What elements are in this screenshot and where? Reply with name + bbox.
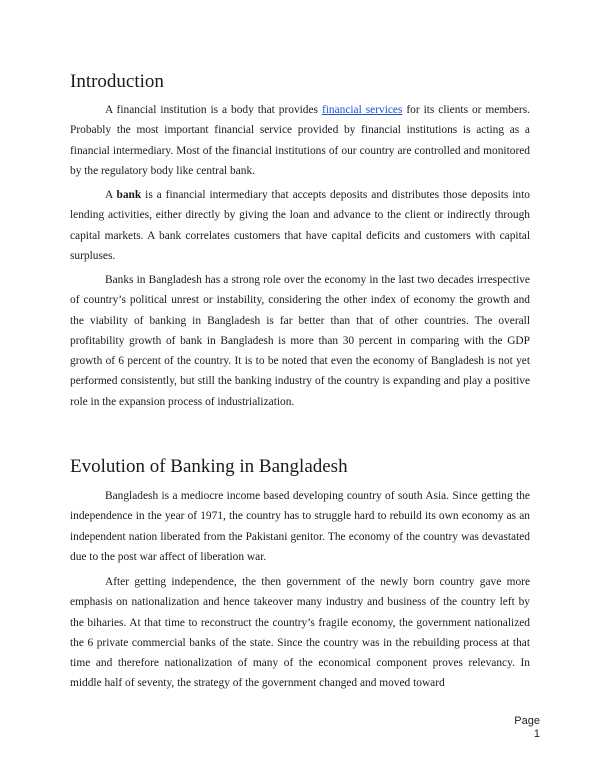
paragraph-text: A financial institution is a body that provides <box>105 104 322 116</box>
paragraph-after-independence: After getting independence, the then government of the newly born country gave more emphasis on nationalization and hence takeover many industry and business of the country left by the biharies. At that time to reconstruct the country’s fragile economy, the government nationalized the 6 private commercial banks of the state. Since the country was in the rebuilding process at that time and therefore nationalization of many of the economical component proves relevancy. In middle half of seventy, the strategy of the government changed and moved toward <box>70 576 530 690</box>
paragraph-banks-in-bangladesh: Banks in Bangladesh has a strong role over the economy in the last two decades irrespective of country’s political unrest or instability, considering the other index of economy the growth and the viability of banking in Bangladesh is far better than that of other countries. The overall profitability growth of bank in Bangladesh is more than 30 percent in comparing with the GDP growth of 6 percent of the country. It is to be noted that even the economy of Bangladesh is not yet performed consistently, but still the banking industry of the country is expanding and play a positive role in the expansion process of industrialization. <box>70 274 530 408</box>
page-number <box>496 715 540 741</box>
page-label: Page <box>514 715 540 727</box>
paragraph-text: is a financial intermediary that accepts deposits and distributes those deposits into lending activities, either directly by giving the loan and advance to the client or indirectly through capital markets. A bank correlates customers that have capital deficits and customers with capital surpluses. <box>70 189 530 262</box>
heading-introduction: Introduction <box>70 71 164 92</box>
heading-evolution-of-banking: Evolution of Banking in Bangladesh <box>70 456 348 477</box>
page-number-value: 1 <box>533 728 540 740</box>
bold-term-bank: bank <box>116 189 142 201</box>
paragraph-text: for its clients or members. Probably the most important financial service provided by financial institutions is acting as a financial intermediary. Most of the financial institutions of our country are controlled and monitored by the regulatory body like central bank. <box>70 104 531 177</box>
paragraph-text: A <box>105 189 117 201</box>
paragraph-bangladesh-economy: Bangladesh is a mediocre income based developing country of south Asia. Since getting the independence in the year of 1971, the country has to struggle hard to rebuild its own economy as an independent nation liberated from the Pakistani genitor. The economy of the country was devastated due to the post war affect of liberation war. <box>70 490 530 563</box>
paragraph-financial-institution <box>70 100 530 181</box>
paragraph-bank-definition <box>70 185 530 266</box>
financial-services-link[interactable]: financial services <box>321 104 403 116</box>
